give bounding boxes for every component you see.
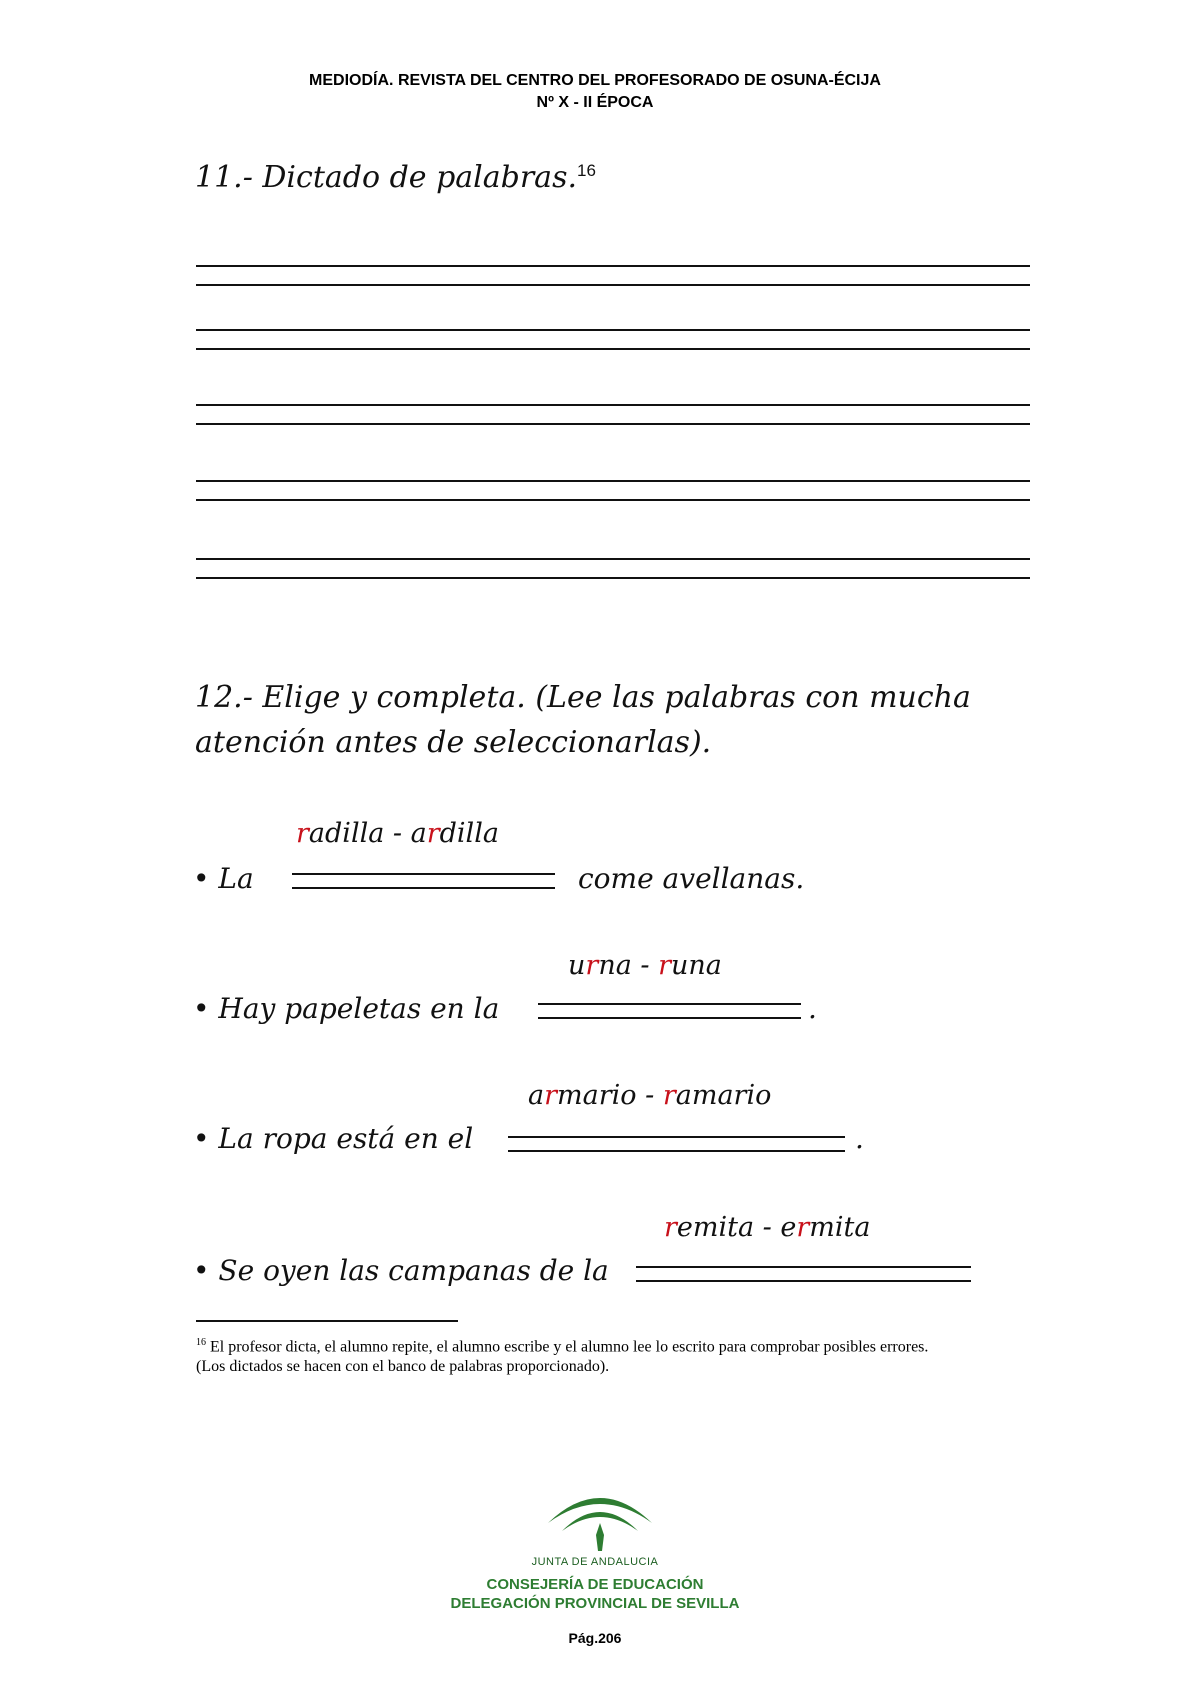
footnote-divider: [196, 1320, 458, 1322]
dictation-line-2[interactable]: [196, 329, 1030, 350]
issue-label: Nº X - II ÉPOCA: [536, 94, 654, 111]
option-text: una: [671, 950, 722, 981]
sentence-text: La ropa está en el: [218, 1122, 474, 1155]
option-separator: -: [631, 950, 659, 981]
option-text: emita: [676, 1212, 755, 1243]
option-text: mita: [809, 1212, 871, 1243]
sentence-text: Se oyen las campanas de la: [218, 1254, 609, 1287]
highlight-letter: r: [796, 1212, 810, 1243]
answer-blank-1[interactable]: [292, 873, 555, 889]
exercise-11-title-text: 11.- Dictado de palabras.: [195, 160, 578, 195]
answer-blank-2[interactable]: [538, 1003, 801, 1019]
footnote-text: El profesor dicta, el alumno repite, el alumno escribe y el alumno lee lo escrito para comprobar posibles errores. (Los dictados se hacen con el banco de palabras proporcionado).: [196, 1338, 929, 1376]
bullet: •: [193, 992, 210, 1025]
logo-text: JUNTA DE ANDALUCIA: [531, 1556, 659, 1568]
option-text: a: [528, 1080, 545, 1111]
word-options: [664, 1212, 870, 1243]
logo-column: [596, 1523, 604, 1551]
junta-de-andalucia-logo: [540, 1475, 660, 1555]
department-name: CONSEJERÍA DE EDUCACIÓN: [486, 1576, 704, 1593]
option-text: a: [410, 818, 427, 849]
option-text: e: [780, 1212, 797, 1243]
option-text: u: [568, 950, 586, 981]
bullet: •: [193, 862, 210, 895]
sentence-end: .: [855, 1122, 864, 1155]
answer-blank-4[interactable]: [636, 1266, 971, 1282]
answer-blank-3[interactable]: [508, 1136, 845, 1152]
dictation-line-1[interactable]: [196, 265, 1030, 286]
highlight-letter: r: [544, 1080, 558, 1111]
word-options: [296, 818, 499, 849]
word-options: [528, 1080, 771, 1111]
highlight-letter: r: [658, 950, 672, 981]
option-separator: -: [384, 818, 411, 849]
delegation-name: DELEGACIÓN PROVINCIAL DE SEVILLA: [450, 1595, 740, 1612]
footnote-number: 16: [196, 1337, 206, 1348]
option-separator: -: [754, 1212, 781, 1243]
bullet: •: [193, 1254, 210, 1287]
option-text: dilla: [439, 818, 499, 849]
highlight-letter: r: [664, 1212, 677, 1243]
dictation-line-4[interactable]: [196, 480, 1030, 501]
sentence-text: La: [218, 862, 254, 895]
word-options: [568, 950, 722, 981]
exercise-12-title-line2: atención antes de seleccionarlas).: [195, 725, 712, 760]
sentence-start: [193, 1122, 473, 1155]
exercise-12-title-line1: 12.- Elige y completa. (Lee las palabras con mucha: [195, 680, 971, 715]
highlight-letter: r: [585, 950, 599, 981]
option-separator: -: [636, 1080, 663, 1111]
footnote-ref: 16: [577, 161, 596, 180]
sentence-start: [193, 862, 254, 895]
sentence-start: [193, 1254, 609, 1287]
highlight-letter: r: [662, 1080, 676, 1111]
dictation-line-5[interactable]: [196, 558, 1030, 579]
sentence-text: Hay papeletas en la: [218, 992, 500, 1025]
sentence-end: come avellanas.: [578, 862, 805, 895]
highlight-letter: r: [426, 818, 440, 849]
bullet: •: [193, 1122, 210, 1155]
dictation-line-3[interactable]: [196, 404, 1030, 425]
sentence-start: [193, 992, 499, 1025]
option-text: na: [598, 950, 632, 981]
exercise-11-title: [195, 160, 596, 195]
option-text: adilla: [308, 818, 385, 849]
footnote: [196, 1333, 936, 1377]
journal-title: MEDIODÍA. REVISTA DEL CENTRO DEL PROFESORADO DE OSUNA-ÉCIJA: [309, 72, 881, 89]
option-text: mario: [557, 1080, 637, 1111]
page-number: Pág.206: [568, 1630, 622, 1646]
logo-arc-outer: [548, 1498, 652, 1523]
sentence-end: .: [808, 992, 817, 1025]
highlight-letter: r: [296, 818, 309, 849]
option-text: amario: [675, 1080, 772, 1111]
